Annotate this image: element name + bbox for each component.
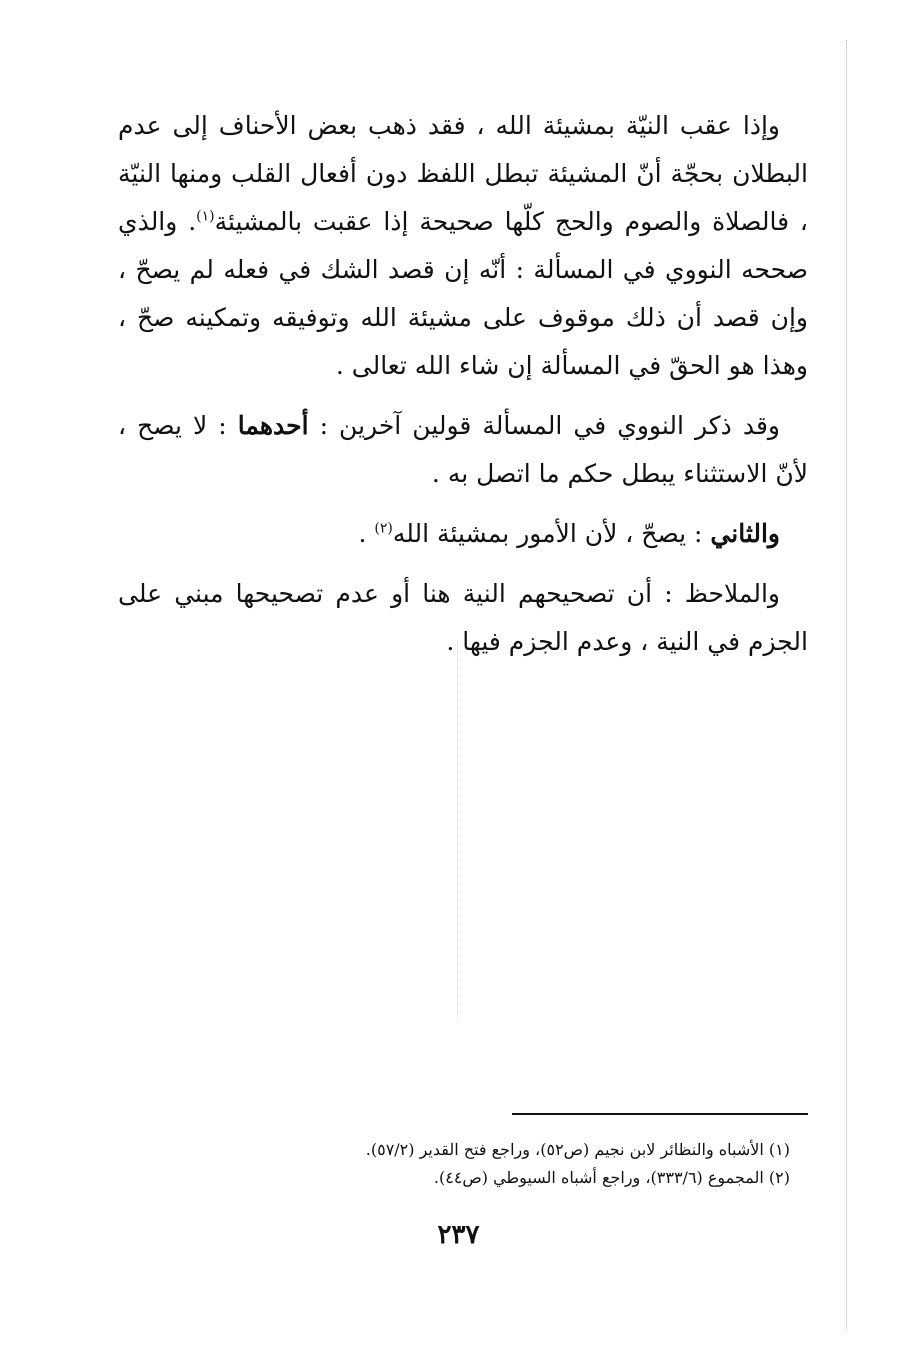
paragraph-3-continuation: .: [358, 519, 375, 548]
scan-center-mark: [457, 640, 458, 1020]
paragraph-4-text: والملاحظ : أن تصحيحهم النية هنا أو عدم تصحيحها مبني على الجزم في النية ، وعدم الجزم فيها .: [118, 579, 808, 656]
footnote-ref-2: (٢): [374, 520, 393, 537]
page-number: ٢٣٧: [437, 1220, 480, 1250]
footnote-1: (١) الأشباه والنظائر لابن نجيم (ص٥٢)، وراجع فتح القدير (٥٧/٢).: [365, 1140, 790, 1159]
paragraph-3-text: : يصحّ ، لأن الأمور بمشيئة الله: [392, 519, 711, 548]
paragraph-2-text: وقد ذكر النووي في المسألة قولين آخرين :: [308, 411, 781, 440]
paragraph-1-text: وإذا عقب النيّة بمشيئة الله ، فقد ذهب بعض الأحناف إلى عدم البطلان بحجّة أنّ المشيئة تبطل اللفظ دون أفعال القلب ومنها النيّة ، فالصلاة والصوم والحج كلّها صحيحة إذا عقبت بالمشيئة: [118, 111, 808, 236]
footnote-2: (٢) المجموع (٣٣٣/٦)، وراجع أشباه السيوطي (ص٤٤).: [433, 1168, 790, 1187]
footnote-ref-1: (١): [196, 208, 215, 225]
paragraph-2-continuation: : لا يصح ، لأنّ الاستثناء يبطل حكم ما اتصل به .: [118, 411, 808, 488]
paragraph-1: [118, 102, 808, 390]
scan-edge-mark: [846, 40, 847, 1330]
main-text: [118, 102, 808, 678]
paragraph-1-continuation: . والذي صححه النووي في المسألة : أنّه إن قصد الشك في فعله لم يصحّ ، وإن قصد أن ذلك موقوف على مشيئة الله وتوفيقه وتمكينه صحّ ، وهذا هو الحقّ في المسألة إن شاء الله تعالى .: [118, 207, 808, 380]
paragraph-2-bold-term: أحدهما: [237, 411, 309, 440]
footnotes: [300, 1136, 790, 1192]
paragraph-2: [118, 402, 808, 498]
paragraph-3: [118, 510, 808, 558]
footnote-separator: [512, 1113, 808, 1115]
paragraph-4: [118, 570, 808, 666]
paragraph-3-bold-term: والثاني: [710, 519, 780, 548]
